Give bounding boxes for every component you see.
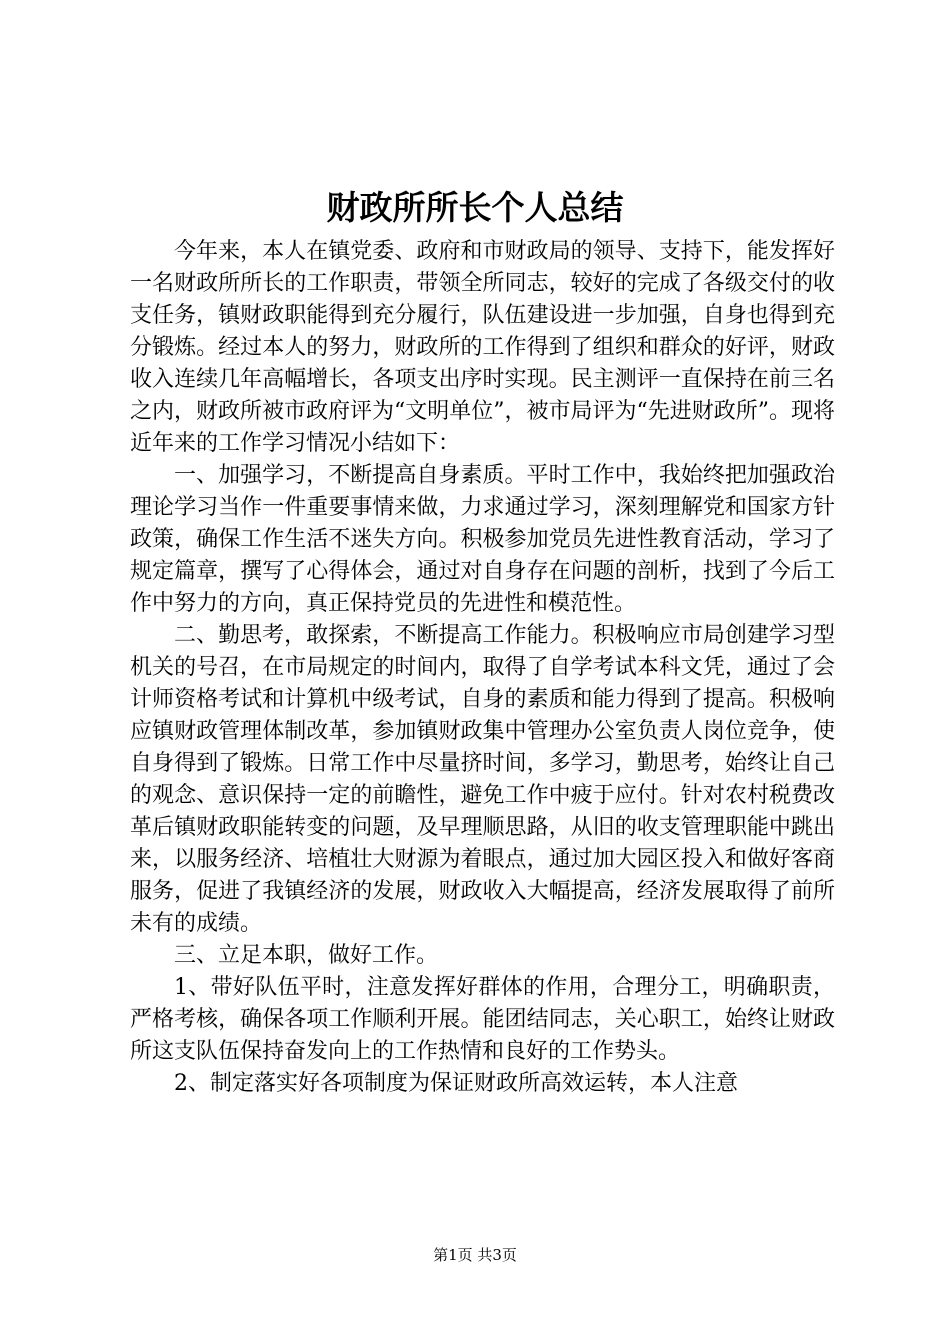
- paragraph-intro: 今年来，本人在镇党委、政府和市财政局的领导、支持下，能发挥好一名财政所所长的工作职责，带领全所同志，较好的完成了各级交付的收支任务，镇财政职能得到充分履行，队伍建设进一步加强，自身也得到充分锻炼。经过本人的努力，财政所的工作得到了组织和群众的好评，财政收入连续几年高幅增长，各项支出序时实现。民主测评一直保持在前三名之内，财政所被市政府评为“文明单位”，被市局评为“先进财政所”。现将近年来的工作学习情况小结如下：: [130, 239, 835, 456]
- paragraph-section-1: 一、加强学习，不断提高自身素质。平时工作中，我始终把加强政治理论学习当作一件重要事情来做，力求通过学习，深刻理解党和国家方针政策，确保工作生活不迷失方向。积极参加党员先进性教育活动，学习了规定篇章，撰写了心得体会，通过对自身存在问题的剖析，找到了今后工作中努力的方向，真正保持党员的先进性和模范性。: [130, 463, 835, 616]
- paragraph-item-2: 2、制定落实好各项制度为保证财政所高效运转，本人注意: [174, 1071, 738, 1096]
- paragraph-item-1: 1、带好队伍平时，注意发挥好群体的作用，合理分工，明确职责，严格考核，确保各项工作顺利开展。能团结同志，关心职工，始终让财政所这支队伍保持奋发向上的工作热情和良好的工作势头。: [130, 975, 835, 1064]
- page-footer: 第1页 共3页: [433, 1246, 517, 1264]
- paragraph-section-2: 二、勤思考，敢探索，不断提高工作能力。积极响应市局创建学习型机关的号召，在市局规定的时间内，取得了自学考试本科文凭，通过了会计师资格考试和计算机中级考试，自身的素质和能力得到了提高。积极响应镇财政管理体制改革，参加镇财政集中管理办公室负责人岗位竞争，使自身得到了锻炼。日常工作中尽量挤时间，多学习，勤思考，始终让自己的观念、意识保持一定的前瞻性，避免工作中疲于应付。针对农村税费改革后镇财政职能转变的问题，及早理顺思路，从旧的收支管理职能中跳出来，以服务经济、培植壮大财源为着眼点，通过加大园区投入和做好客商服务，促进了我镇经济的发展，财政收入大幅提高，经济发展取得了前所未有的成绩。: [130, 623, 835, 936]
- document-body: [130, 236, 835, 1100]
- paragraph-section-3-heading: 三、立足本职，做好工作。: [174, 943, 439, 968]
- document-title: 财政所所长个人总结: [326, 188, 624, 227]
